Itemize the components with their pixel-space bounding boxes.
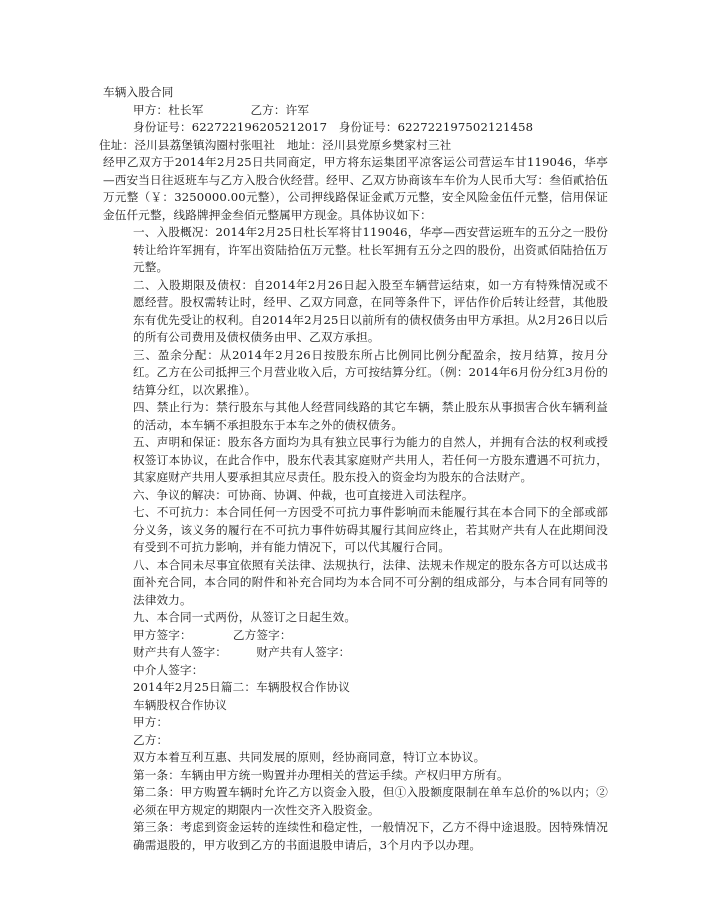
signature-line-3: 中介人签字： <box>133 662 204 677</box>
clause-5: 五、声明和保证：股东各方面均为具有独立民事行为能力的自然人，并拥有合法的权利或授权签订本协议，在此合作中，股东代表其家庭财产共用人，若任何一方股东遭遇不可抗力，其家庭财产共用人要承担其应尽责任。股东投入的资金均为股东的合法财产。 <box>133 435 608 484</box>
clause-6: 六、争议的解决：可协商、协调、仲裁，也可直接进入司法程序。 <box>133 487 474 502</box>
article-3: 第三条：考虑到资金运转的连续性和稳定性，一般情况下，乙方不得中途退股。因特殊情况确需退股的，甲方收到乙方的书面退股申请后，3个月内予以办理。 <box>133 820 608 852</box>
party-a-line: 甲方： <box>133 715 169 729</box>
clause-7: 七、不可抗力：本合同任何一方因受不可抗力事件影响而未能履行其在本合同下的全部或部分义务，该义务的履行在不可抗力事件妨碍其履行其间应终止，若其财产共有人在此期间没有受到不可抗力影响，并有能力情况下，可以代其履行合同。 <box>133 505 608 554</box>
signature-line-2: 财产共有人签字： 财产共有人签字： <box>133 645 351 659</box>
clause-1: 一、入股概况：2014年2月25日杜长军将甘119046，华亭—西安营运班车的五分之一股份转让给许军拥有，许军出资陆拾伍万元整。杜长军拥有五分之四的股份，出资贰佰陆拾伍万元整。 <box>133 225 608 274</box>
article-2: 第二条：甲方购置车辆时允许乙方以资金入股，但①入股额度限制在单车总价的%以内；②必须在甲方规定的期限内一次性交齐入股资金。 <box>133 785 608 817</box>
clause-9: 九、本合同一式两份，从签订之日起生效。 <box>133 610 357 624</box>
contract-document <box>99 84 608 854</box>
clause-8: 八、本合同未尽事宜依照有关法律、法规执行，法律、法规未作规定的股东各方可以达成书面补充合同，本合同的附件和补充合同均为本合同不可分割的组成部分，与本合同有同等的法律效力。 <box>133 557 608 607</box>
date-and-section-heading: 2014年2月25日篇二：车辆股权合作协议 <box>133 680 351 694</box>
signature-line-1: 甲方签字： 乙方签字： <box>133 627 292 642</box>
contract-title: 车辆入股合同 <box>103 85 174 99</box>
address-line: 住址：泾川县荔堡镇沟圈村张咀社 地址：泾川县党原乡樊家村三社 <box>99 137 452 152</box>
clause-4: 四、禁止行为：禁行股东与其他人经营同线路的其它车辆，禁止股东从事损害合伙车辆利益的活动，本车辆不承担股东于本车之外的债权债务。 <box>133 400 608 432</box>
agreement-title: 车辆股权合作协议 <box>133 697 227 712</box>
party-b-line: 乙方： <box>133 732 169 747</box>
clause-2: 二、入股期限及债权：自2014年2月26日起入股至车辆营运结束，如一方有特殊情况或不愿经营。股权需转让时，经甲、乙双方同意，在同等条件下，评估作价后转让经营，其他股东有优先受让的权利。自2014年2月25日以前所有的债权债务由甲方承担。从2月26日以后的所有公司费用及债权债务由甲、乙双方承担。 <box>133 277 608 344</box>
party-line: 甲方：杜长军 乙方：许军 <box>133 102 310 117</box>
id-number-line: 身份证号：622722196205212017 身份证号：622722197502121458 <box>133 120 534 134</box>
article-1: 第一条：车辆由甲方统一购置并办理相关的营运手续。产权归甲方所有。 <box>133 767 509 782</box>
clause-3: 三、盈余分配：从2014年2月26日按股东所占比例同比例分配盈余，按月结算，按月分红。乙方在公司抵押三个月营业收入后，方可按结算分红。（例：2014年6月份分红3月份的结算分红，以次累推）。 <box>133 347 608 397</box>
intro-paragraph: 经甲乙双方于2014年2月25日共同商定，甲方将东运集团平凉客运公司营运车甘119046，华亭—西安当日往返班车与乙方入股合伙经营。经甲、乙双方协商该车车价为人民币大写：叁佰貳拾伍万元整（￥：3250000.00元整），公司押线路保证金貳万元整，安全风险金伍仟元整，信用保证金伍仟元整，线路牌押金叁佰元整属甲方现金。具体协议如下： <box>103 155 608 222</box>
agreement-intro: 双方本着互利互惠、共同发展的原则，经协商同意，特订立本协议。 <box>133 750 486 764</box>
